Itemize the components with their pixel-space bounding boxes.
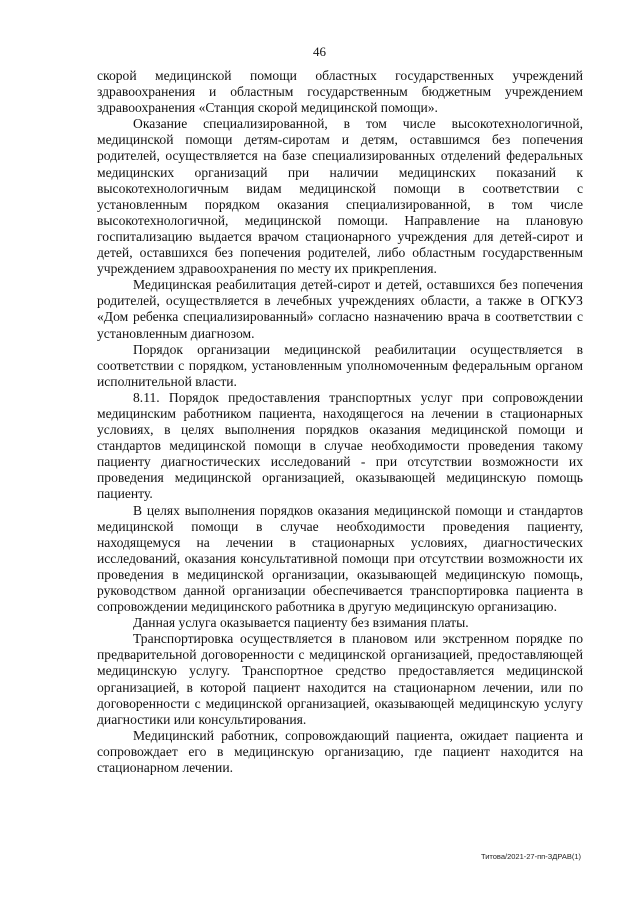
paragraph-transport-procedure: Транспортировка осуществляется в плановом или экстренном порядке по предварительной договоренности с медицинской организацией, предоставляющей медицинскую услугу. Транспортное средство предоставляется медицинской организацией, в которой пациент находится на стационарном лечении, или по договоренности с медицинской организацией, оказывающей медицинскую услугу диагностики или консультирования. <box>97 631 583 727</box>
paragraph-rehabilitation-order: Порядок организации медицинской реабилитации осуществляется в соответствии с порядком, установленным уполномоченным федеральным органом исполнительной власти. <box>97 341 583 389</box>
document-code: Титова/2021-27-пп-ЗДРАВ(1) <box>480 852 581 861</box>
paragraph-free-service: Данная услуга оказывается пациенту без взимания платы. <box>133 615 469 631</box>
paragraph-specialized-care: Оказание специализированной, в том числе высокотехнологичной, медицинской помощи детям-сиротам и детям, оставшимся без попечения родителей, осуществляется на базе специализированных отделений федеральных медицинских организаций при наличии медицинских показаний к высокотехнологичным видам медицинской помощи в соответствии с установленным порядком оказания специализированной, в том числе высокотехнологичной, медицинской помощи. Направление на плановую госпитализацию выдается врачом стационарного учреждения для детей-сирот и детей, оставшихся без попечения родителей, либо областным государственным учреждением здравоохранения по месту их прикрепления. <box>97 116 583 277</box>
paragraph-section-8-11: 8.11. Порядок предоставления транспортных услуг при сопровождении медицинским работником пациента, находящегося на лечении в стационарных условиях, в целях выполнения порядков оказания медицинской помощи и стандартов медицинской помощи в случае необходимости проведения такому пациенту диагностических исследований - при отсутствии возможности их проведения медицинской организацией, оказывающей медицинскую помощь пациенту. <box>97 389 583 502</box>
document-body <box>97 68 583 776</box>
paragraph-escort: Медицинский работник, сопровождающий пациента, ожидает пациента и сопровождает его в медицинскую организацию, где пациент находится на стационарном лечении. <box>97 727 583 776</box>
page-number: 46 <box>313 44 326 59</box>
paragraph-continuation: скорой медицинской помощи областных государственных учреждений здравоохранения и областным государственным бюджетным учреждением здравоохранения «Станция скорой медицинской помощи». <box>97 68 583 116</box>
paragraph-transport-purpose: В целях выполнения порядков оказания медицинской помощи и стандартов медицинской помощи в случае необходимости проведения пациенту, находящемуся на лечении в стационарных условиях, диагностических исследований, оказания консультативной помощи при отсутствии возможности их проведения в медицинской организации, оказывающей медицинскую помощь, руководством данной организации обеспечивается транспортировка пациента в сопровождении медицинского работника в другую медицинскую организацию. <box>97 502 583 615</box>
paragraph-rehabilitation: Медицинская реабилитация детей-сирот и детей, оставшихся без попечения родителей, осуществляется в лечебных учреждениях области, а также в ОГКУЗ «Дом ребенка специализированный» согласно назначению врача в соответствии с установленным диагнозом. <box>97 277 583 341</box>
